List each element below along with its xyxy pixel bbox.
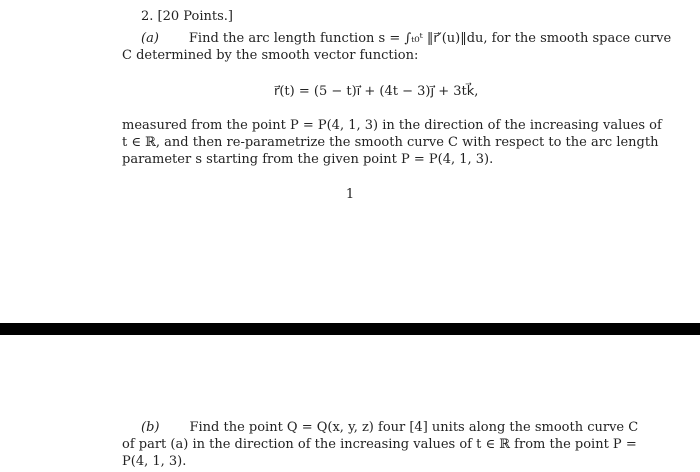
part-b-label: (b): [141, 420, 160, 435]
part-b-first-line: [141, 420, 638, 436]
part-b-second-line: of part (a) in the direction of the increasing values of t ∈ ℝ from the point P =: [122, 437, 637, 452]
part-a-statement: Find the arc length function s = ∫ₜ₀ᵗ ‖r⃗′(u)‖du, for the smooth space curve: [188, 31, 672, 46]
part-a-first-line: [141, 31, 671, 47]
paragraph-line-3: parameter s starting from the given point P = P(4, 1, 3).: [122, 152, 494, 167]
vector-function-equation: r⃗(t) = (5 − t)i⃗ + (4t − 3)j⃗ + 3tk⃗,: [274, 84, 479, 99]
part-b-statement: Find the point Q = Q(x, y, z) four [4] units along the smooth curve C: [189, 420, 639, 435]
page-separator-bar: [0, 323, 700, 335]
page-number: 1: [345, 187, 355, 202]
problem-header: 2. [20 Points.]: [141, 9, 233, 24]
part-a-second-line: C determined by the smooth vector function:: [122, 48, 419, 63]
paragraph-line-2: t ∈ ℝ, and then re-parametrize the smooth curve C with respect to the arc length: [122, 135, 659, 150]
part-b-third-line: P(4, 1, 3).: [122, 454, 187, 469]
part-a-label: (a): [141, 31, 159, 46]
paragraph-line-1: measured from the point P = P(4, 1, 3) in the direction of the increasing values of: [122, 118, 662, 133]
